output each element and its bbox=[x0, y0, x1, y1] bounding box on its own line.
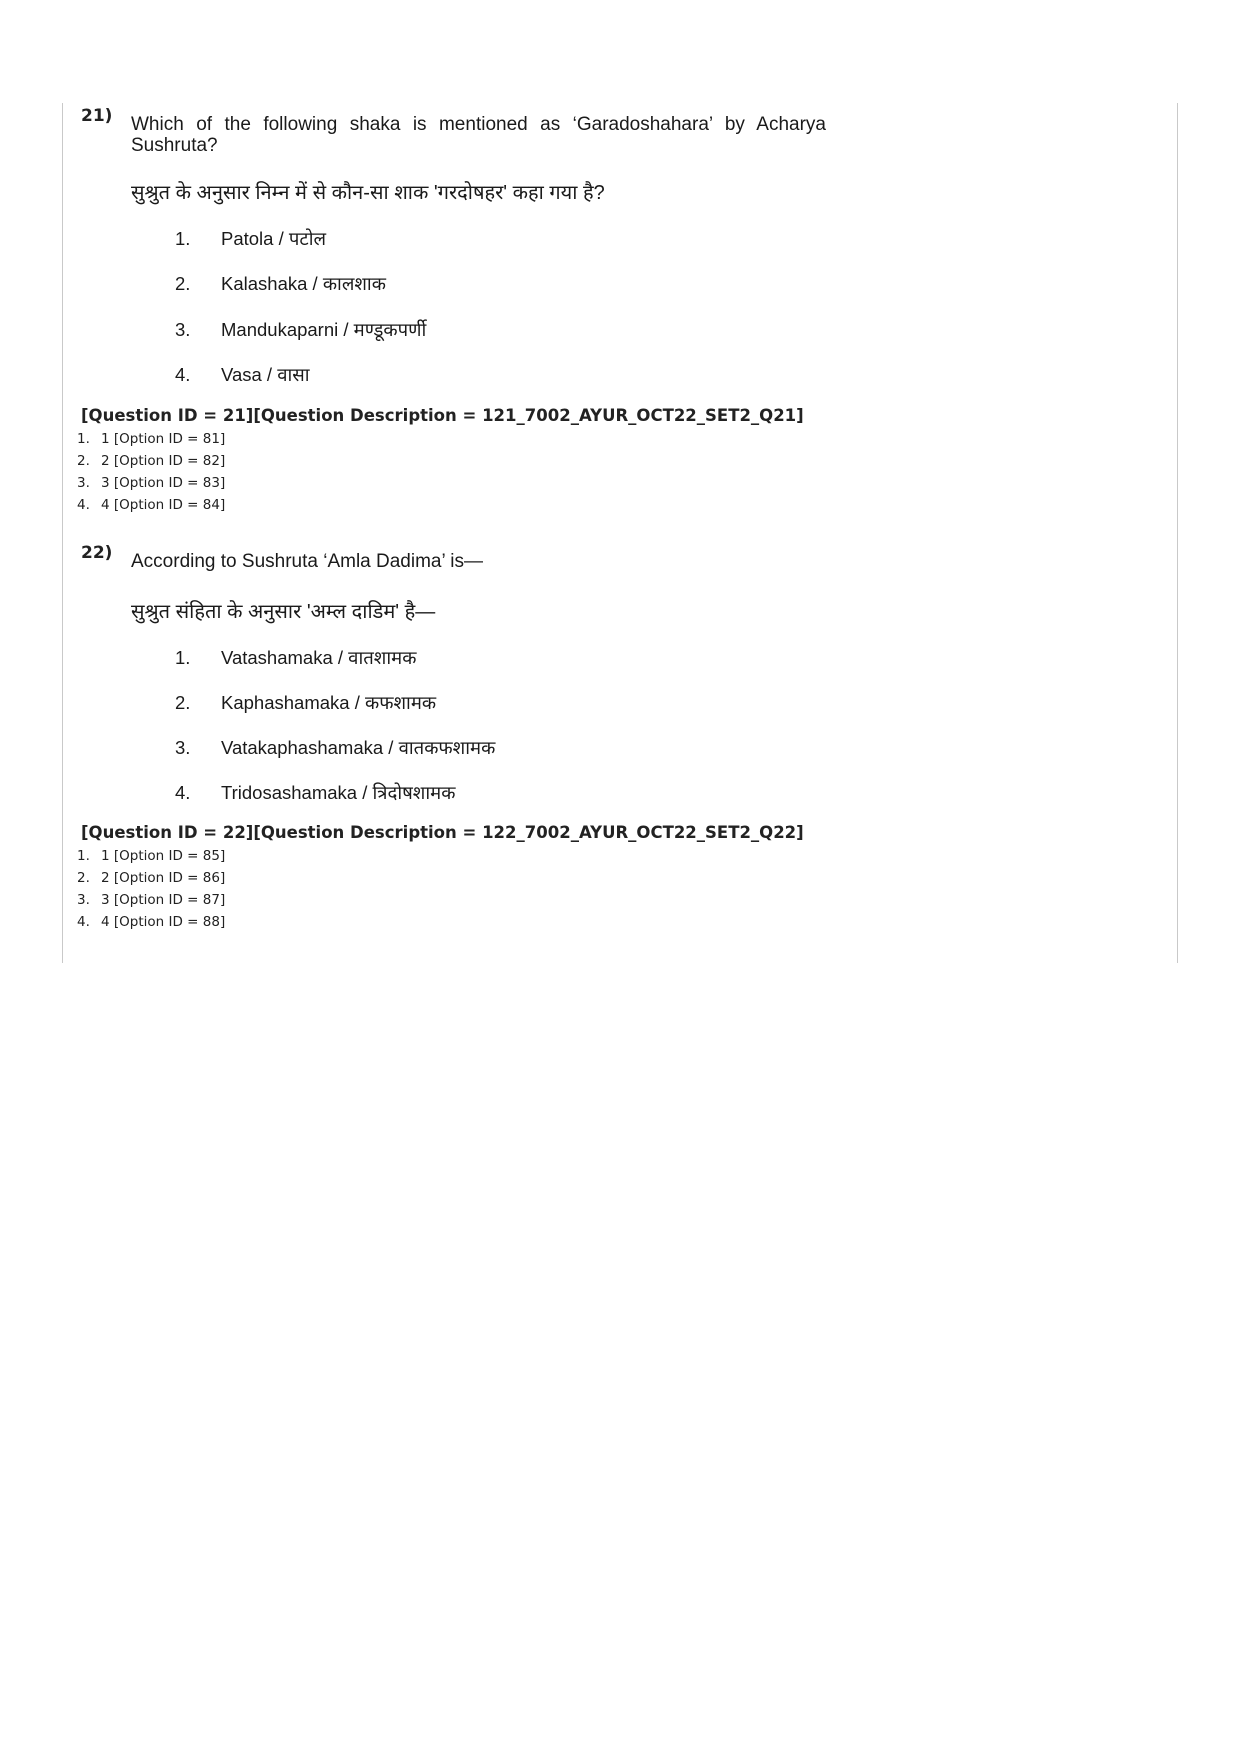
option-number: 1. bbox=[175, 647, 191, 668]
question-text-hindi: सुश्रुत संहिता के अनुसार 'अम्ल दाडिम' है— bbox=[131, 601, 436, 623]
answer-number: 3. bbox=[77, 475, 90, 491]
option-2 bbox=[175, 690, 436, 715]
answer-label: 3 [Option ID = 83] bbox=[101, 475, 226, 491]
option-label: Vatakaphashamaka / वातकफशामक bbox=[221, 737, 496, 758]
answer-number: 4. bbox=[77, 914, 90, 930]
answer-option-1 bbox=[77, 431, 225, 447]
option-label: Kaphashamaka / कफशामक bbox=[221, 692, 437, 713]
answer-label: 3 [Option ID = 87] bbox=[101, 892, 226, 908]
question-number: 21) bbox=[81, 106, 113, 126]
answer-number: 1. bbox=[77, 848, 90, 864]
option-label: Vatashamaka / वातशामक bbox=[221, 647, 417, 668]
answer-label: 2 [Option ID = 82] bbox=[101, 453, 226, 469]
answer-number: 3. bbox=[77, 892, 90, 908]
option-number: 3. bbox=[175, 737, 191, 758]
answer-label: 1 [Option ID = 81] bbox=[101, 431, 226, 447]
option-4 bbox=[175, 780, 455, 805]
answer-label: 4 [Option ID = 88] bbox=[101, 914, 226, 930]
answer-option-3 bbox=[77, 892, 225, 908]
option-3 bbox=[175, 735, 495, 760]
option-3 bbox=[175, 317, 426, 342]
answer-option-2 bbox=[77, 870, 225, 886]
answer-number: 4. bbox=[77, 497, 90, 513]
question-meta: [Question ID = 21][Question Description = 121_7002_AYUR_OCT22_SET2_Q21] bbox=[81, 406, 804, 425]
option-number: 2. bbox=[175, 273, 191, 294]
answer-option-1 bbox=[77, 848, 225, 864]
option-4 bbox=[175, 362, 310, 387]
answer-option-3 bbox=[77, 475, 225, 491]
question-meta: [Question ID = 22][Question Description = 122_7002_AYUR_OCT22_SET2_Q22] bbox=[81, 823, 804, 842]
option-label: Kalashaka / कालशाक bbox=[221, 273, 386, 294]
option-number: 3. bbox=[175, 319, 191, 340]
answer-option-4 bbox=[77, 497, 225, 513]
question-number: 22) bbox=[81, 543, 113, 563]
option-label: Tridosashamaka / त्रिदोषशामक bbox=[221, 782, 456, 803]
option-1 bbox=[175, 226, 326, 251]
question-frame bbox=[62, 103, 1178, 963]
answer-label: 4 [Option ID = 84] bbox=[101, 497, 226, 513]
answer-option-4 bbox=[77, 914, 225, 930]
option-number: 4. bbox=[175, 364, 191, 385]
option-1 bbox=[175, 645, 416, 670]
option-2 bbox=[175, 271, 386, 296]
option-label: Mandukaparni / मण्डूकपर्णी bbox=[221, 319, 427, 340]
answer-number: 2. bbox=[77, 453, 90, 469]
option-label: Patola / पटोल bbox=[221, 228, 327, 249]
option-label: Vasa / वासा bbox=[221, 364, 310, 385]
answer-label: 1 [Option ID = 85] bbox=[101, 848, 226, 864]
option-number: 4. bbox=[175, 782, 191, 803]
question-text-english: According to Sushruta ‘Amla Dadima’ is— bbox=[131, 551, 483, 572]
answer-option-2 bbox=[77, 453, 225, 469]
answer-label: 2 [Option ID = 86] bbox=[101, 870, 226, 886]
question-text-english: Which of the following shaka is mentioned as ‘Garadoshahara’ by Acharya Sushruta? bbox=[131, 114, 826, 156]
option-number: 1. bbox=[175, 228, 191, 249]
answer-number: 1. bbox=[77, 431, 90, 447]
question-text-hindi: सुश्रुत के अनुसार निम्न में से कौन-सा शाक 'गरदोषहर' कहा गया है? bbox=[131, 182, 605, 204]
option-number: 2. bbox=[175, 692, 191, 713]
answer-number: 2. bbox=[77, 870, 90, 886]
